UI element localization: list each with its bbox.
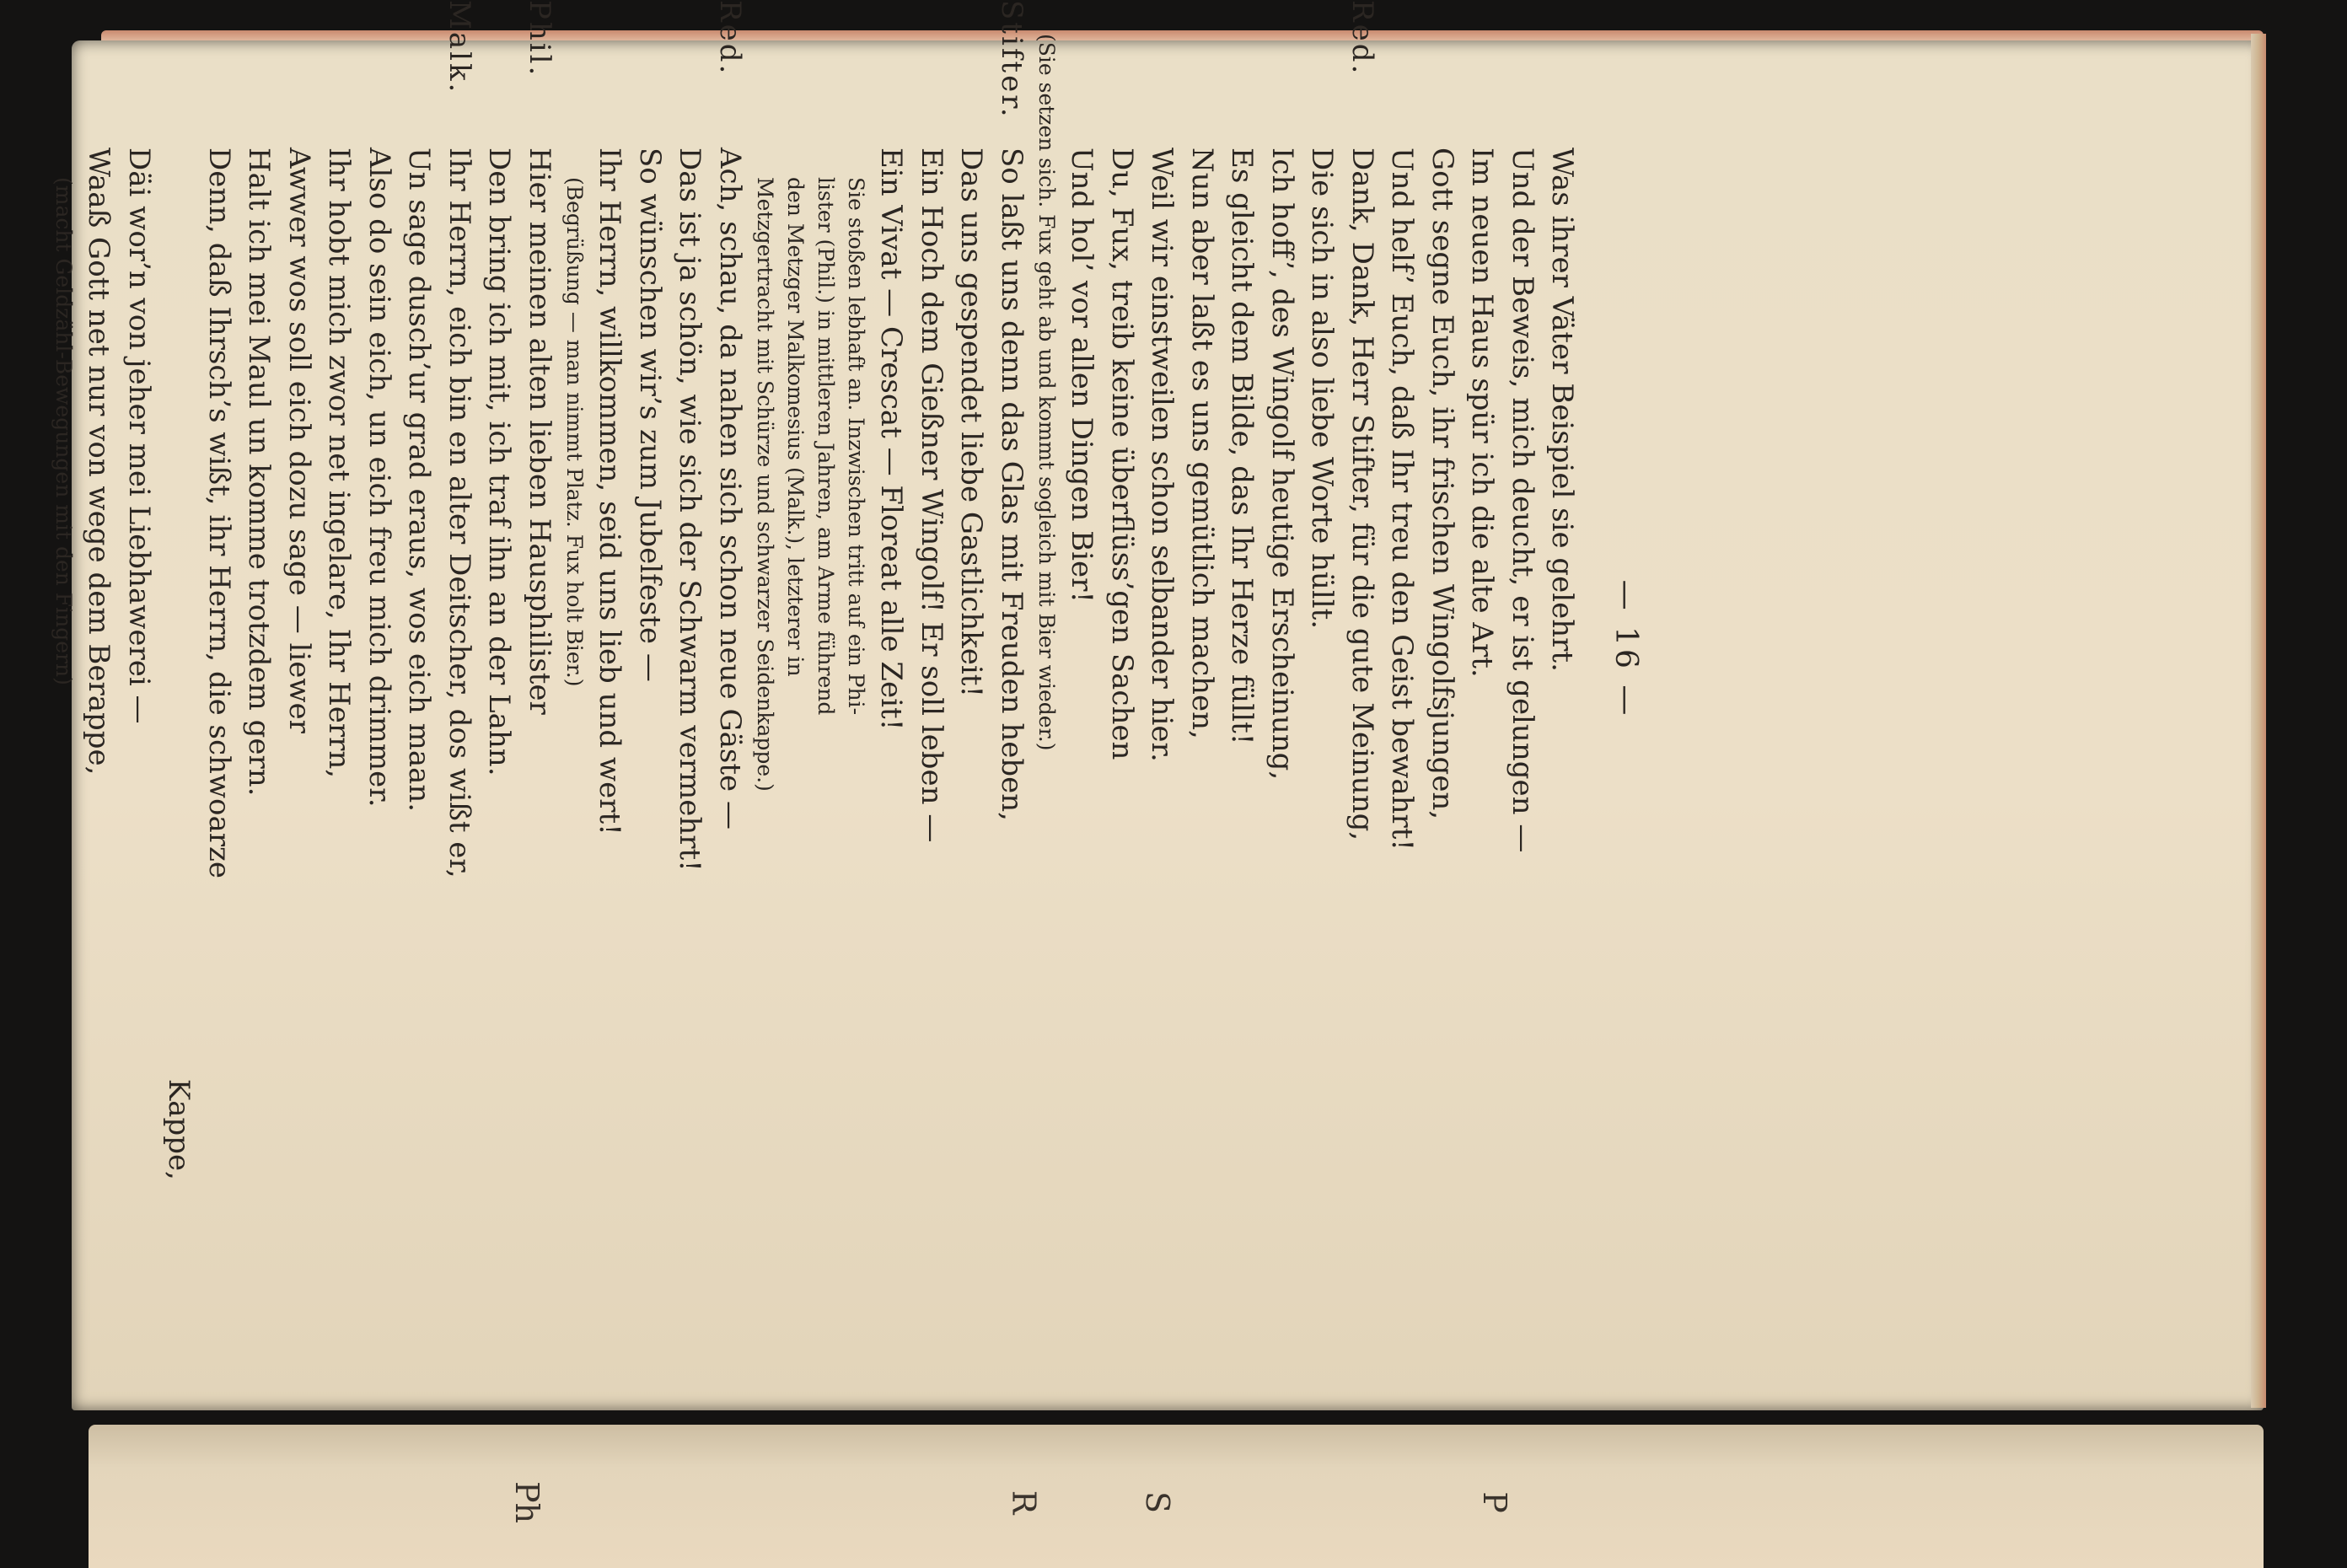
verse-line bbox=[78, 0, 119, 1298]
verse-line bbox=[519, 0, 560, 1298]
speaker: Malk. bbox=[443, 0, 476, 95]
verse-line bbox=[911, 0, 952, 1298]
verse-text: Also do sein eich, un eich freu mich drimmer. bbox=[363, 148, 396, 808]
verse-text: Du, Fux, treib keine überflüss’gen Sachen bbox=[1105, 148, 1139, 760]
speaker bbox=[1422, 0, 1463, 148]
speaker: Red. bbox=[713, 0, 747, 77]
speaker bbox=[1542, 0, 1582, 148]
verse-line bbox=[1422, 0, 1463, 1298]
verse-text: Und der Beweis, mich deucht, er ist gelungen — bbox=[1506, 148, 1539, 853]
speaker bbox=[1462, 0, 1502, 148]
page-text bbox=[51, 0, 1646, 1298]
verse-line bbox=[871, 0, 911, 1298]
verse-block-5 bbox=[78, 0, 158, 1298]
verse-text: Und hol’ vor allen Dingen Bier! bbox=[1065, 148, 1099, 604]
verse-text: Un sage dusch’ur grad eraus, wos eich maan. bbox=[402, 148, 437, 813]
verse-line bbox=[239, 0, 279, 1298]
verse-text: Den bring ich mit, ich traf ihn an der Lahn. bbox=[482, 148, 517, 776]
verse-text: Was ihrer Väter Beispiel sie gelehrt. bbox=[1545, 148, 1580, 672]
verse-text: Die sich in also liebe Worte hüllt. bbox=[1305, 148, 1340, 630]
speaker bbox=[871, 0, 911, 148]
verse-line bbox=[359, 0, 400, 1298]
verse-line bbox=[1182, 0, 1222, 1298]
speaker bbox=[630, 0, 670, 148]
speaker bbox=[911, 0, 952, 148]
verse-text: Däi wor’n von jeher mei Liebhawerei — bbox=[122, 148, 156, 724]
verse-line bbox=[439, 0, 480, 1298]
stage-direction-block bbox=[749, 0, 871, 1298]
verse-text: Halt ich mei Maul un komme trotzdem gern. bbox=[242, 148, 277, 797]
verse-text: Waaß Gott net nur von wege dem Berappe, bbox=[82, 148, 116, 776]
verse-line bbox=[1141, 0, 1182, 1298]
fragment: P bbox=[1475, 1491, 1513, 1513]
verse-text: Ihr Herrn, willkommen, seid uns lieb und wert! bbox=[593, 148, 627, 835]
stage-direction: (Sie setzen sich. Fux geht ab und kommt sogleich mit Bier wieder.) bbox=[1034, 34, 1059, 751]
verse-block-1 bbox=[1061, 0, 1582, 1298]
verse-line bbox=[710, 0, 750, 1298]
speaker bbox=[239, 0, 279, 148]
speaker bbox=[1302, 0, 1342, 148]
verse-text: Nun aber laßt es uns gemütlich machen, bbox=[1185, 148, 1219, 739]
verse-text: Hier meinen alten lieben Hausphilister bbox=[523, 148, 556, 715]
verse-text: Denn, daß Ihrsch’s wißt, ihr Herrn, die schwoarze bbox=[202, 148, 236, 879]
verse-text: Ein Hoch dem Gießner Wingolf! Er soll leben — bbox=[915, 148, 948, 843]
verse-line bbox=[951, 0, 991, 1298]
verse-line bbox=[1502, 0, 1543, 1298]
verse-text: Awwer wos soll eich dozu sage — liewer bbox=[282, 148, 316, 733]
stage-direction: (Begrüßung — man nimmt Platz. Fux holt Bier.) bbox=[562, 177, 587, 687]
speaker bbox=[1061, 0, 1102, 148]
fragment: S bbox=[1139, 1490, 1177, 1514]
speaker: Phil. bbox=[523, 0, 556, 78]
verse-line bbox=[199, 0, 239, 1298]
verse-block-2 bbox=[871, 0, 1031, 1298]
verse-text: Das ist ja schön, wie sich der Schwarm vermehrt! bbox=[673, 148, 707, 872]
verse-text: Ach, schau, da nahen sich schon neue Gäste — bbox=[713, 148, 747, 830]
speaker bbox=[359, 0, 400, 148]
verse-text: Dank, Dank, Herr Stifter, für die gute Meinung, bbox=[1345, 148, 1379, 841]
verse-line bbox=[1262, 0, 1302, 1298]
next-page-text-fragments bbox=[0, 1458, 2347, 1543]
speaker: Red. bbox=[1345, 0, 1379, 77]
page-number: — 16 — bbox=[1609, 579, 1643, 719]
verse-line bbox=[1061, 0, 1102, 1298]
verse-line bbox=[630, 0, 670, 1298]
speaker bbox=[279, 0, 320, 148]
verse-text: Weil wir einstweilen schon selbander hier. bbox=[1145, 148, 1179, 762]
speaker bbox=[1502, 0, 1543, 148]
speaker: Stifter. bbox=[995, 0, 1028, 120]
verse-line bbox=[319, 0, 359, 1298]
verse-text: Im neuen Haus spür ich die alte Art. bbox=[1465, 148, 1500, 678]
verse-block-4 bbox=[199, 0, 560, 1298]
verse-line bbox=[1102, 0, 1142, 1298]
verse-line bbox=[589, 0, 630, 1298]
speaker bbox=[399, 0, 439, 148]
verse-text: Es gleicht dem Bilde, das Ihr Herze füllt! bbox=[1225, 148, 1259, 745]
verse-line bbox=[1542, 0, 1582, 1298]
stage-direction-line: Sie stoßen lebhaft an. Inzwischen tritt auf ein Phi- bbox=[844, 177, 868, 716]
verse-line bbox=[279, 0, 320, 1298]
speaker bbox=[199, 0, 239, 148]
verse-text: So wünschen wir’s zum Jubelfeste — bbox=[633, 148, 667, 682]
verse-text: So laßt uns denn das Glas mit Freuden heben, bbox=[995, 148, 1028, 821]
verse-text: Ich hoff’, des Wingolf heutige Erscheinung, bbox=[1265, 148, 1299, 781]
speaker bbox=[319, 0, 359, 148]
verse-text: Gott segne Euch, ihr frischen Wingolfsjungen, bbox=[1426, 148, 1459, 820]
speaker bbox=[1102, 0, 1142, 148]
stage-direction-line: Metzgertracht mit Schürze und schwarzer Seidenkappe.) bbox=[753, 177, 777, 792]
verse-text: Das uns gespendet liebe Gastlichkeit! bbox=[954, 148, 989, 698]
verse-line bbox=[399, 0, 439, 1298]
speaker bbox=[119, 0, 159, 148]
speaker bbox=[1182, 0, 1222, 148]
verse-line bbox=[1462, 0, 1502, 1298]
verse-line bbox=[479, 0, 519, 1298]
speaker bbox=[951, 0, 991, 148]
speaker bbox=[78, 0, 119, 148]
verse-line bbox=[1222, 0, 1262, 1298]
verse-line bbox=[119, 0, 159, 1298]
verse-line bbox=[1382, 0, 1422, 1298]
speaker bbox=[1222, 0, 1262, 148]
speaker bbox=[1141, 0, 1182, 148]
stage-direction-line: lister (Phil.) in mittleren Jahren, am Arme führend bbox=[814, 177, 838, 716]
verse-block-3 bbox=[589, 0, 749, 1298]
verse-line bbox=[669, 0, 710, 1298]
verse-text: Und helf’ Euch, daß Ihr treu den Geist bewahrt! bbox=[1385, 148, 1420, 851]
speaker bbox=[1382, 0, 1422, 148]
stage-direction-line: den Metzger Malkomesius (Malk.), letzterer in bbox=[783, 177, 808, 677]
speaker bbox=[669, 0, 710, 148]
verse-text: Ihr hobt mich zwor net ingelare, Ihr Herrn, bbox=[322, 148, 357, 779]
verse-text: Ihr Herrn, eich bin en alter Deitscher, dos wißt er, bbox=[443, 148, 476, 878]
verse-text: Ein Vivat — Crescat — Floreat alle Zeit! bbox=[874, 148, 909, 731]
speaker bbox=[589, 0, 630, 148]
fragment: Ph bbox=[508, 1480, 546, 1524]
verse-line bbox=[1302, 0, 1342, 1298]
fragment: R bbox=[1005, 1490, 1043, 1515]
book-page-edge bbox=[2251, 34, 2266, 1408]
verse-line bbox=[1342, 0, 1383, 1298]
verse-line-continuation bbox=[158, 0, 199, 1298]
verse-line bbox=[991, 0, 1032, 1298]
verse-text: Kappe, bbox=[162, 1078, 196, 1180]
speaker bbox=[479, 0, 519, 148]
stage-direction: (macht Geldzähl-Bewegungen mit den Fingern) bbox=[51, 177, 76, 685]
speaker bbox=[1262, 0, 1302, 148]
